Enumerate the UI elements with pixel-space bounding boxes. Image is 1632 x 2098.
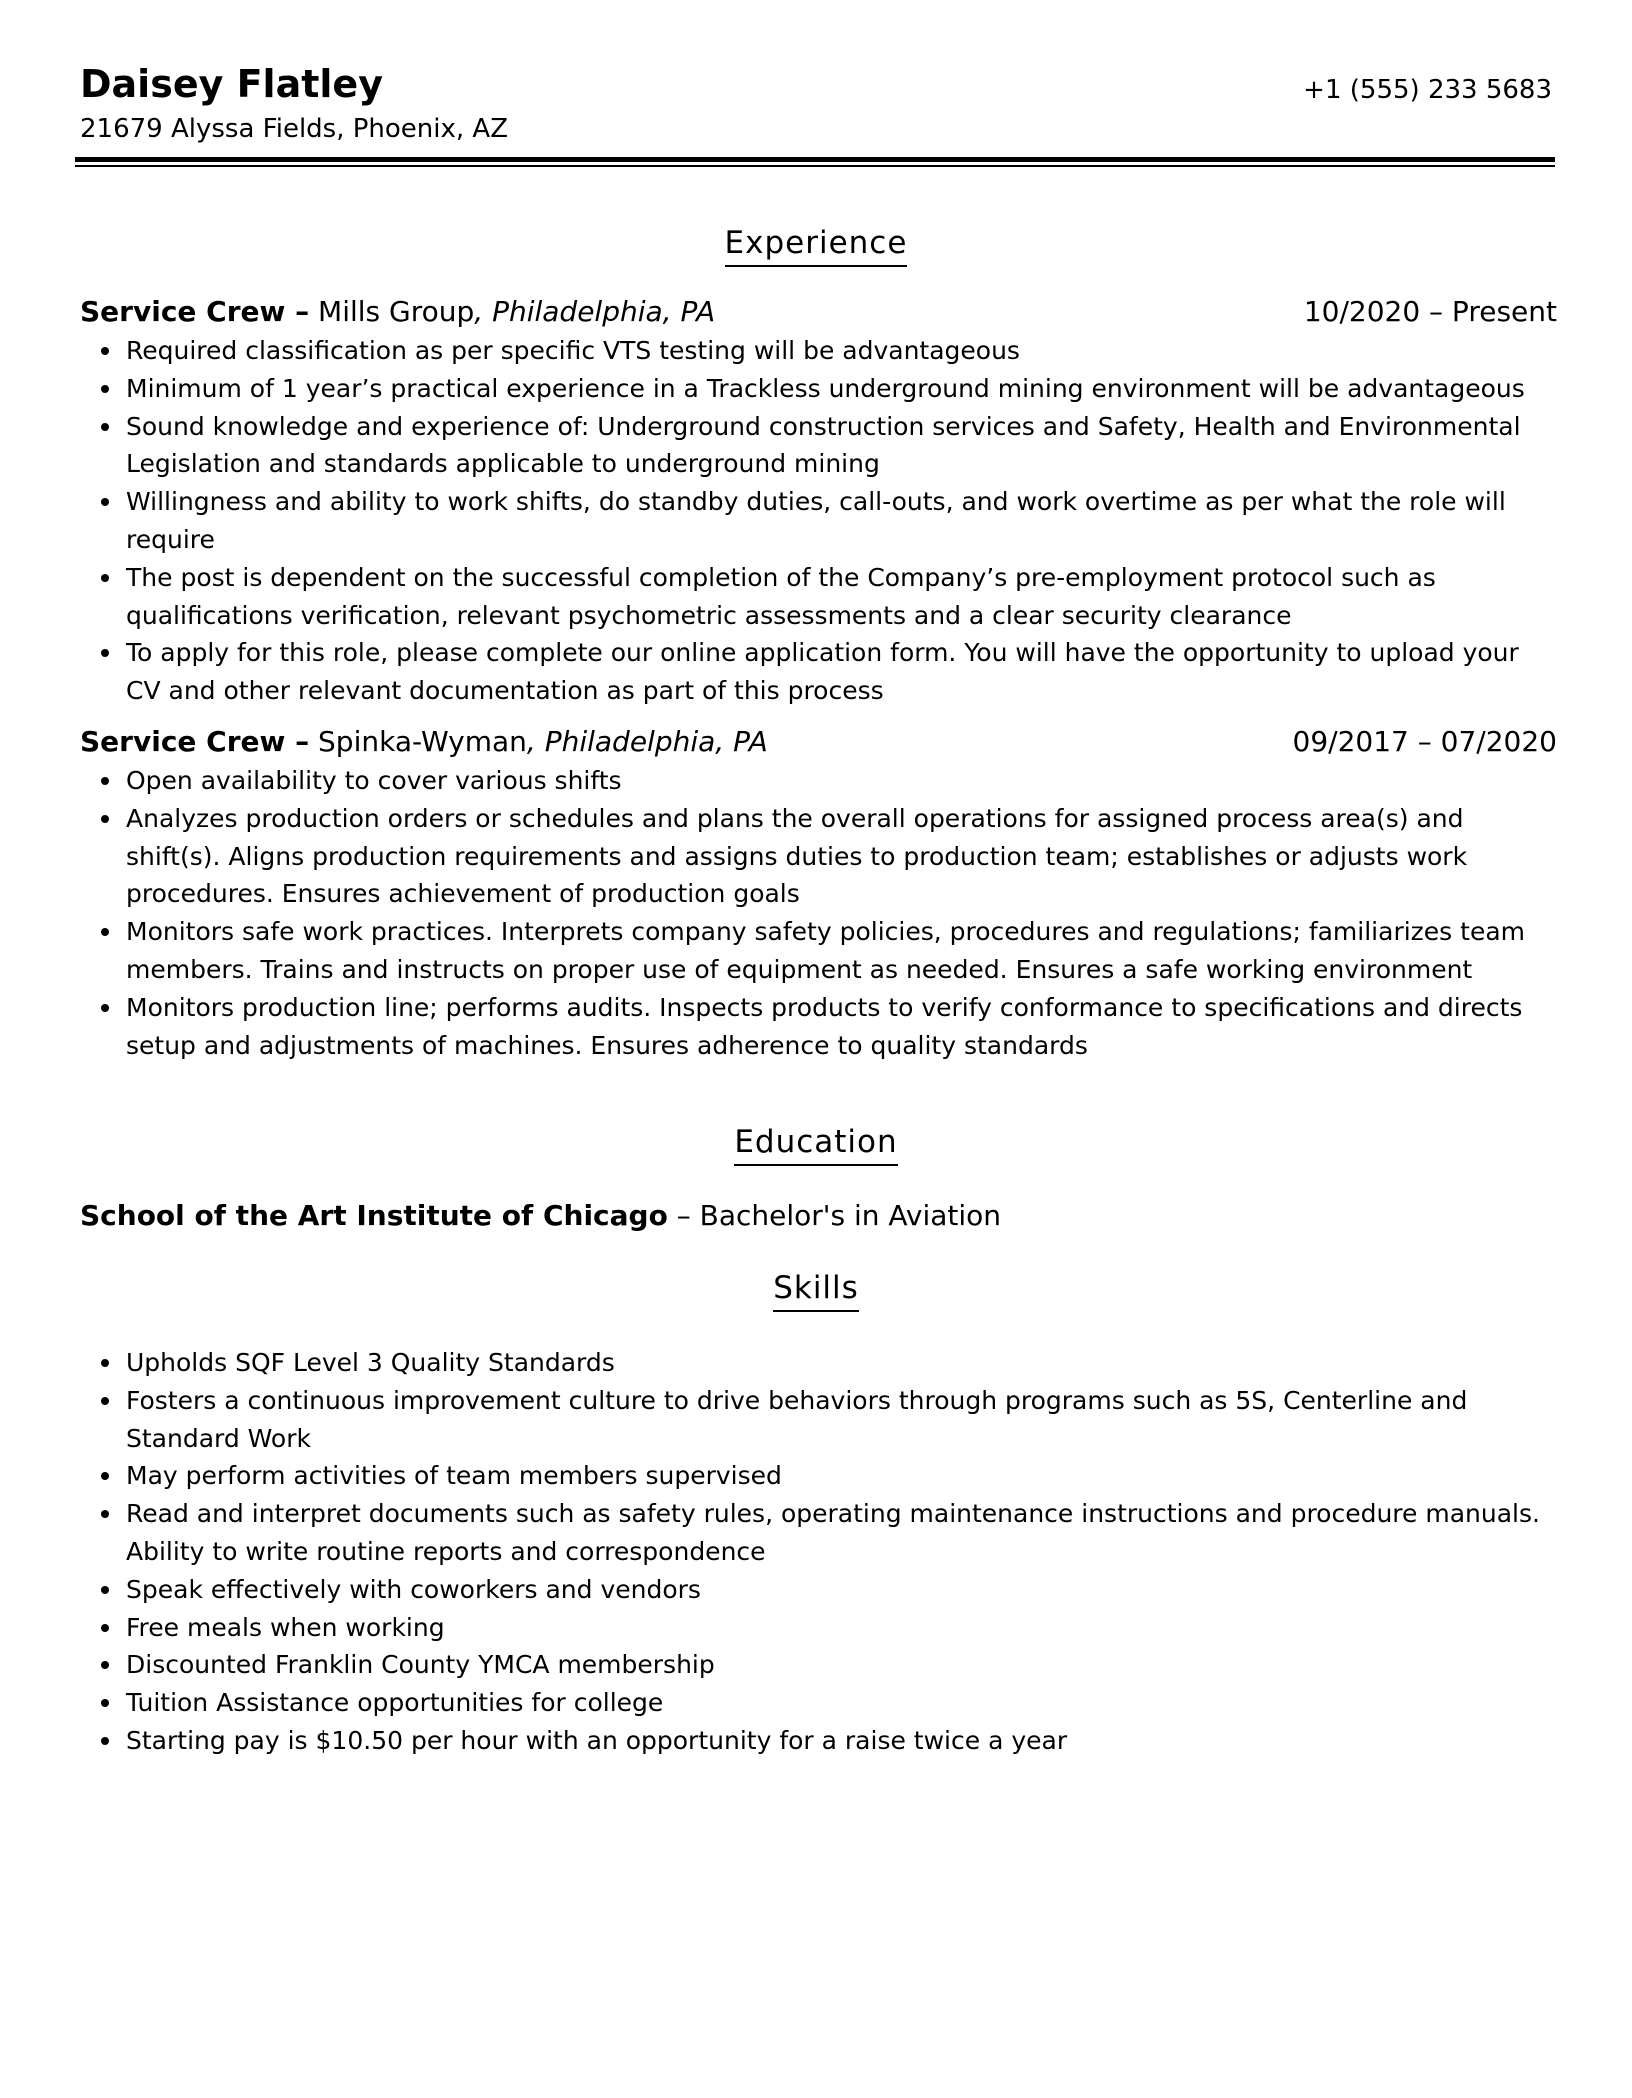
- list-item: Tuition Assistance opportunities for college: [80, 1684, 1540, 1722]
- list-item: Minimum of 1 year’s practical experience in a Trackless underground mining environment will be advantageous: [80, 370, 1557, 408]
- list-item: Open availability to cover various shifts: [80, 762, 1557, 800]
- list-item: Monitors production line; performs audits. Inspects products to verify conformance to specifications and directs setup and adjustments of machines. Ensures adherence to quality standards: [80, 989, 1557, 1065]
- job-location: , Philadelphia, PA: [526, 725, 768, 758]
- list-item: Free meals when working: [80, 1609, 1540, 1647]
- job-entry: [80, 722, 1557, 1064]
- list-item: Monitors safe work practices. Interprets company safety policies, procedures and regulations; familiarizes team members. Trains and instructs on proper use of equipment as needed. Ensures a safe working environment: [80, 913, 1557, 989]
- education-entry: [80, 1196, 1001, 1236]
- list-item: Fosters a continuous improvement culture to drive behaviors through programs such as 5S, Centerline and Standard Work: [80, 1382, 1540, 1458]
- job-header: [80, 292, 1557, 332]
- list-item: Read and interpret documents such as safety rules, operating maintenance instructions and procedure manuals. Ability to write routine reports and correspondence: [80, 1495, 1540, 1571]
- list-item: Sound knowledge and experience of: Underground construction services and Safety, Health and Environmental Legislation and standards applicable to underground mining: [80, 408, 1557, 484]
- list-item: Required classification as per specific VTS testing will be advantageous: [80, 332, 1557, 370]
- skills-heading-label: Skills: [773, 1268, 859, 1312]
- list-item: Discounted Franklin County YMCA membership: [80, 1646, 1540, 1684]
- list-item: May perform activities of team members supervised: [80, 1457, 1540, 1495]
- job-company: Spinka-Wyman: [318, 725, 527, 758]
- school-name: School of the Art Institute of Chicago: [80, 1199, 668, 1232]
- list-item: To apply for this role, please complete our online application form. You will have the opportunity to upload your CV and other relevant documentation as part of this process: [80, 634, 1557, 710]
- skills-section: [80, 1344, 1540, 1760]
- education-heading-label: Education: [734, 1122, 897, 1166]
- job-company: Mills Group: [318, 295, 475, 328]
- job-role: Service Crew –: [80, 725, 310, 758]
- resume-header: [80, 58, 1552, 170]
- job-entry: [80, 292, 1557, 710]
- job-header: [80, 722, 1557, 762]
- experience-heading-label: Experience: [725, 223, 908, 267]
- header-divider-thin: [75, 165, 1555, 167]
- list-item: Speak effectively with coworkers and vendors: [80, 1571, 1540, 1609]
- job-dates: 10/2020 – Present: [1303, 295, 1557, 328]
- job-location: , Philadelphia, PA: [474, 295, 716, 328]
- education-heading: [0, 1122, 1632, 1166]
- candidate-address: 21679 Alyssa Fields, Phoenix, AZ: [80, 114, 509, 144]
- list-item: Willingness and ability to work shifts, do standby duties, call-outs, and work overtime as per what the role will require: [80, 483, 1557, 559]
- candidate-phone: +1 (555) 233 5683: [1303, 75, 1552, 105]
- list-item: Starting pay is $10.50 per hour with an opportunity for a raise twice a year: [80, 1722, 1540, 1760]
- list-item: The post is dependent on the successful completion of the Company’s pre-employment protocol such as qualifications verification, relevant psychometric assessments and a clear security clearance: [80, 559, 1557, 635]
- list-item: Analyzes production orders or schedules and plans the overall operations for assigned process area(s) and shift(s). Aligns production requirements and assigns duties to production team; establishes or adjusts work procedures. Ensures achievement of production goals: [80, 800, 1557, 913]
- job-role: Service Crew –: [80, 295, 310, 328]
- job-duties-list: [80, 332, 1557, 710]
- experience-heading: [0, 223, 1632, 267]
- candidate-name: Daisey Flatley: [80, 62, 383, 106]
- job-dates: 09/2017 – 07/2020: [1292, 725, 1557, 758]
- skills-heading: [0, 1268, 1632, 1312]
- header-divider-thick: [75, 157, 1555, 162]
- list-item: Upholds SQF Level 3 Quality Standards: [80, 1344, 1540, 1382]
- degree: – Bachelor's in Aviation: [667, 1199, 1002, 1232]
- skills-list: [80, 1344, 1540, 1760]
- job-duties-list: [80, 762, 1557, 1064]
